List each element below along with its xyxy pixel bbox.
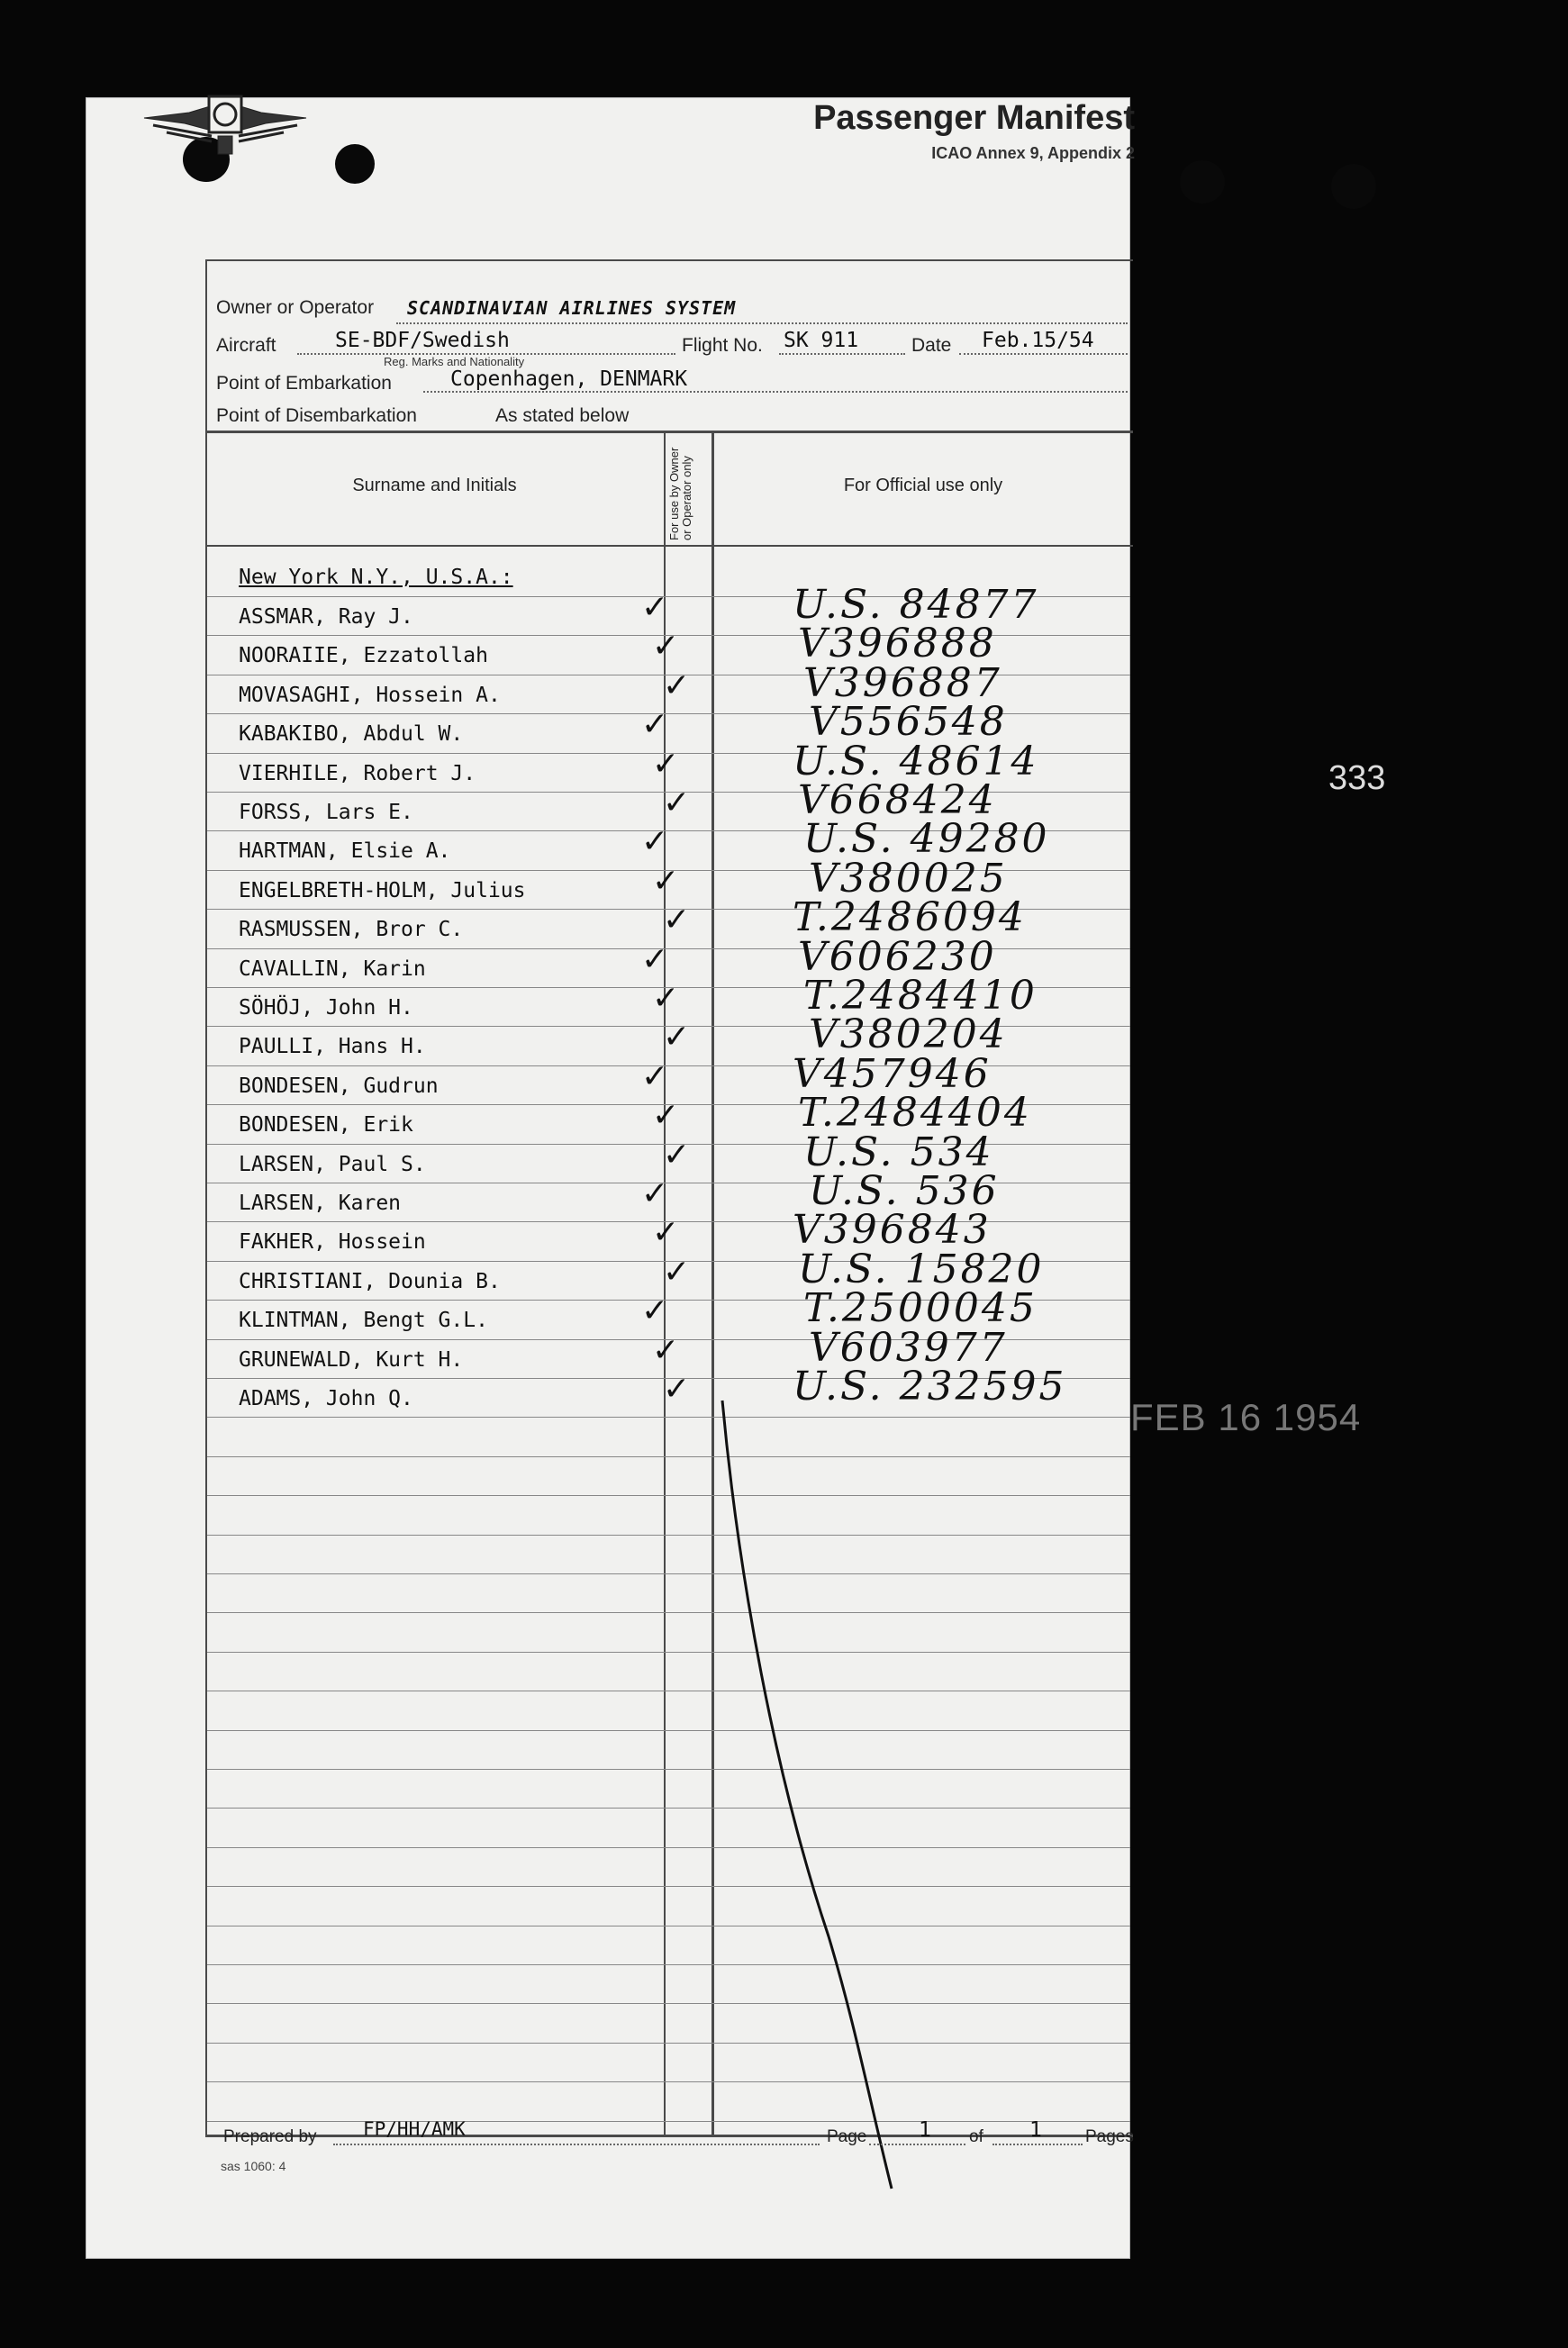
row-rule <box>207 2003 1130 2004</box>
passenger-name: FORSS, Lars E. <box>239 801 413 824</box>
aircraft-value: SE-BDF/Swedish <box>335 329 510 352</box>
page-line <box>869 2144 965 2145</box>
embark-line <box>423 391 1128 393</box>
check-mark-icon: ✓ <box>641 1175 669 1212</box>
row-rule <box>207 1417 1130 1418</box>
punch-hole <box>335 144 375 184</box>
airline-logo <box>135 86 315 167</box>
flight-value: SK 911 <box>784 329 859 352</box>
received-date-stamp: FEB 16 1954 <box>1130 1396 1362 1438</box>
prepared-value: FP/HH/AMK <box>363 2118 466 2140</box>
check-mark-icon: ✓ <box>663 1137 691 1174</box>
passport-number: U.S. 536 <box>809 1168 1000 1214</box>
check-mark-icon: ✓ <box>641 706 669 743</box>
passenger-name: CAVALLIN, Karin <box>239 957 426 981</box>
of-line <box>992 2144 1083 2145</box>
passenger-name: ADAMS, John Q. <box>239 1387 413 1410</box>
passenger-name: LARSEN, Karen <box>239 1192 402 1215</box>
passport-number: U.S. 15820 <box>798 1247 1045 1292</box>
passenger-name: HARTMAN, Elsie A. <box>239 839 451 863</box>
passenger-name: MOVASAGHI, Hossein A. <box>239 684 501 707</box>
passport-number: U.S. 232595 <box>793 1364 1067 1410</box>
date-value: Feb.15/54 <box>982 329 1094 352</box>
prepared-label: Prepared by <box>223 2127 317 2146</box>
check-mark-icon: ✓ <box>652 746 680 783</box>
passenger-name: RASMUSSEN, Bror C. <box>239 918 464 941</box>
passenger-name: LARSEN, Paul S. <box>239 1153 426 1176</box>
embark-value: Copenhagen, DENMARK <box>450 367 688 391</box>
check-mark-icon: ✓ <box>652 1097 680 1134</box>
passport-number: V380204 <box>809 1011 1008 1057</box>
margin-number: 333 <box>1328 759 1386 797</box>
passport-number: V603977 <box>809 1325 1008 1371</box>
check-mark-icon: ✓ <box>652 980 680 1017</box>
date-label: Date <box>911 335 952 356</box>
disembark-value: As stated below <box>495 405 630 426</box>
punch-hole <box>1180 160 1225 204</box>
passenger-name: SÖHÖJ, John H. <box>239 996 413 1020</box>
frame-top-rule <box>205 259 1133 261</box>
passenger-name: CHRISTIANI, Dounia B. <box>239 1270 501 1293</box>
row-rule <box>207 1730 1130 1731</box>
passenger-name: KLINTMAN, Bengt G.L. <box>239 1309 488 1332</box>
prepared-line <box>333 2144 820 2145</box>
check-mark-icon: ✓ <box>663 902 691 938</box>
passenger-name: BONDESEN, Gudrun <box>239 1074 439 1098</box>
embark-label: Point of Embarkation <box>216 373 392 394</box>
row-rule <box>207 2081 1130 2082</box>
passenger-name: BONDESEN, Erik <box>239 1113 413 1137</box>
surname-column-header: Surname and Initials <box>352 476 517 495</box>
passenger-name: KABAKIBO, Abdul W. <box>239 722 464 746</box>
aircraft-label: Aircraft <box>216 335 276 356</box>
row-rule <box>207 1769 1130 1770</box>
passenger-name: ENGELBRETH-HOLM, Julius <box>239 879 526 902</box>
check-mark-icon: ✓ <box>663 1254 691 1291</box>
check-mark-icon: ✓ <box>663 667 691 704</box>
passport-number: V556548 <box>809 699 1008 745</box>
pages-label: Pages <box>1085 2127 1134 2146</box>
destination-heading: New York N.Y., U.S.A.: <box>239 566 513 589</box>
frame-bottom-rule <box>205 2135 1133 2137</box>
passenger-name: VIERHILE, Robert J. <box>239 762 476 785</box>
check-mark-icon: ✓ <box>652 863 680 900</box>
check-mark-icon: ✓ <box>663 784 691 821</box>
form-title: Passenger Manifest <box>813 99 1135 137</box>
row-rule <box>207 1652 1130 1653</box>
owner-use-column-header: For use by Owner or Operator only <box>667 447 693 540</box>
passport-number: T.2484410 <box>803 973 1038 1019</box>
row-rule <box>207 1495 1130 1496</box>
row-rule <box>207 1573 1130 1574</box>
passenger-name: FAKHER, Hossein <box>239 1230 426 1254</box>
disembark-label: Point of Disembarkation <box>216 405 417 426</box>
frame-left-rule <box>205 259 207 2137</box>
form-number: sas 1060: 4 <box>221 2159 286 2173</box>
row-rule <box>207 1456 1130 1457</box>
passenger-name: PAULLI, Hans H. <box>239 1035 426 1058</box>
check-mark-icon: ✓ <box>652 628 680 665</box>
reg-marks-label: Reg. Marks and Nationality <box>384 355 525 368</box>
passport-number: U.S. 48614 <box>793 739 1039 784</box>
check-mark-icon: ✓ <box>652 1214 680 1251</box>
check-mark-icon: ✓ <box>663 1371 691 1408</box>
check-mark-icon: ✓ <box>641 589 669 626</box>
row-rule <box>207 1847 1130 1848</box>
passenger-name: NOORAIIE, Ezzatollah <box>239 644 488 667</box>
page-value: 1 <box>919 2118 931 2142</box>
owner-label: Owner or Operator <box>216 297 375 318</box>
form-subtitle: ICAO Annex 9, Appendix 2 <box>931 144 1135 162</box>
check-mark-icon: ✓ <box>641 1058 669 1095</box>
owner-value: SCANDINAVIAN AIRLINES SYSTEM <box>407 297 737 319</box>
check-mark-icon: ✓ <box>652 1332 680 1369</box>
check-mark-icon: ✓ <box>663 1019 691 1056</box>
passport-number: U.S. 49280 <box>803 816 1050 862</box>
check-mark-icon: ✓ <box>641 1292 669 1329</box>
row-rule <box>207 1535 1130 1536</box>
passport-number: V380025 <box>809 856 1008 902</box>
passport-number: V396843 <box>793 1207 992 1253</box>
passport-number: V396888 <box>798 621 997 666</box>
check-mark-icon: ✓ <box>641 823 669 860</box>
colhead-bottom-rule <box>205 545 1133 547</box>
of-value: 1 <box>1029 2118 1042 2142</box>
cancellation-stroke <box>711 1396 910 2207</box>
passenger-name: GRUNEWALD, Kurt H. <box>239 1348 464 1372</box>
page-label: Page <box>827 2127 867 2146</box>
row-rule <box>207 1612 1130 1613</box>
punch-hole <box>1331 164 1376 209</box>
passport-number: T.2500045 <box>803 1285 1038 1331</box>
passport-number: U.S. 534 <box>803 1129 994 1175</box>
passenger-name: ASSMAR, Ray J. <box>239 605 413 629</box>
passport-number: U.S. 84877 <box>793 582 1039 628</box>
passport-number: V457946 <box>793 1051 992 1097</box>
check-mark-icon: ✓ <box>641 941 669 978</box>
passport-number: T.2486094 <box>793 894 1027 940</box>
flight-line <box>779 353 905 355</box>
row-rule <box>207 1808 1130 1809</box>
passport-number: V668424 <box>798 777 997 823</box>
passport-number: V396887 <box>803 660 1002 706</box>
row-rule <box>207 2121 1130 2122</box>
header-bottom-rule <box>205 431 1133 433</box>
row-rule <box>207 1065 1130 1066</box>
passport-number: T.2484404 <box>798 1090 1032 1136</box>
row-rule <box>207 2043 1130 2044</box>
row-rule <box>207 1886 1130 1887</box>
owner-line <box>396 322 1128 324</box>
of-label: of <box>969 2127 983 2146</box>
row-rule <box>207 1964 1130 1965</box>
official-column-header: For Official use only <box>843 476 1003 495</box>
date-line <box>959 353 1128 355</box>
flight-label: Flight No. <box>682 335 763 356</box>
passport-number: V606230 <box>798 934 997 980</box>
